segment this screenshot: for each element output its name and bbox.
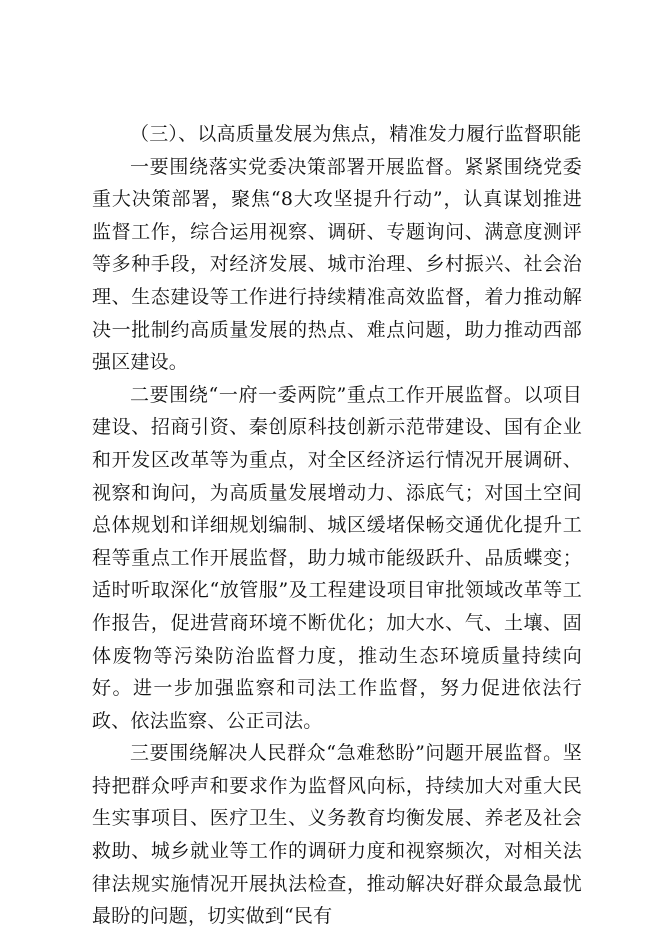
section-heading: （三）、以高质量发展为焦点，精准发力履行监督职能: [130, 123, 582, 145]
paragraph-key-work-supervision: 二要围绕“一府一委两院”重点工作开展监督。以项目建设、招商引资、秦创原科技创新示范带建设、国有企业和开发区改革等为重点，对全区经济运行情况开展调研、视察和询问，为高质量发展增动力、添底气；对国土空间总体规划和详细规划编制、城区缓堵保畅交通优化提升工程等重点工作开展监督，助力城市能级跃升、品质蝶变；适时听取深化“放管服”及工程建设项目审批领域改革等工作报告，促进营商环境不断优化；加大水、气、土壤、固体废物等污染防治监督力度，推动生态环境质量持续向好。进一步加强监察和司法工作监督，努力促进依法行政、依法监察、公正司法。: [92, 383, 582, 732]
paragraph-public-concerns: 三要围绕解决人民群众“急难愁盼”问题开展监督。坚持把群众呼声和要求作为监督风向标，持续加大对重大民生实事项目、医疗卫生、义务教育均衡发展、养老及社会救助、城乡就业等工作的调研力度和视察频次，对相关法律法规实施情况开展执法检查，推动解决好群众最急最忧最盼的问题，切实做到“民有: [92, 742, 582, 928]
document-body: [92, 118, 582, 933]
paragraph-party-decisions: 一要围绕落实党委决策部署开展监督。紧紧围绕党委重大决策部署，聚焦“8大攻坚提升行动”，认真谋划推进监督工作，综合运用视察、调研、专题询问、满意度测评等多种手段，对经济发展、城市治理、乡村振兴、社会治理、生态建设等工作进行持续精准高效监督，着力推动解决一批制约高质量发展的热点、难点问题，助力推动西部强区建设。: [92, 155, 582, 374]
